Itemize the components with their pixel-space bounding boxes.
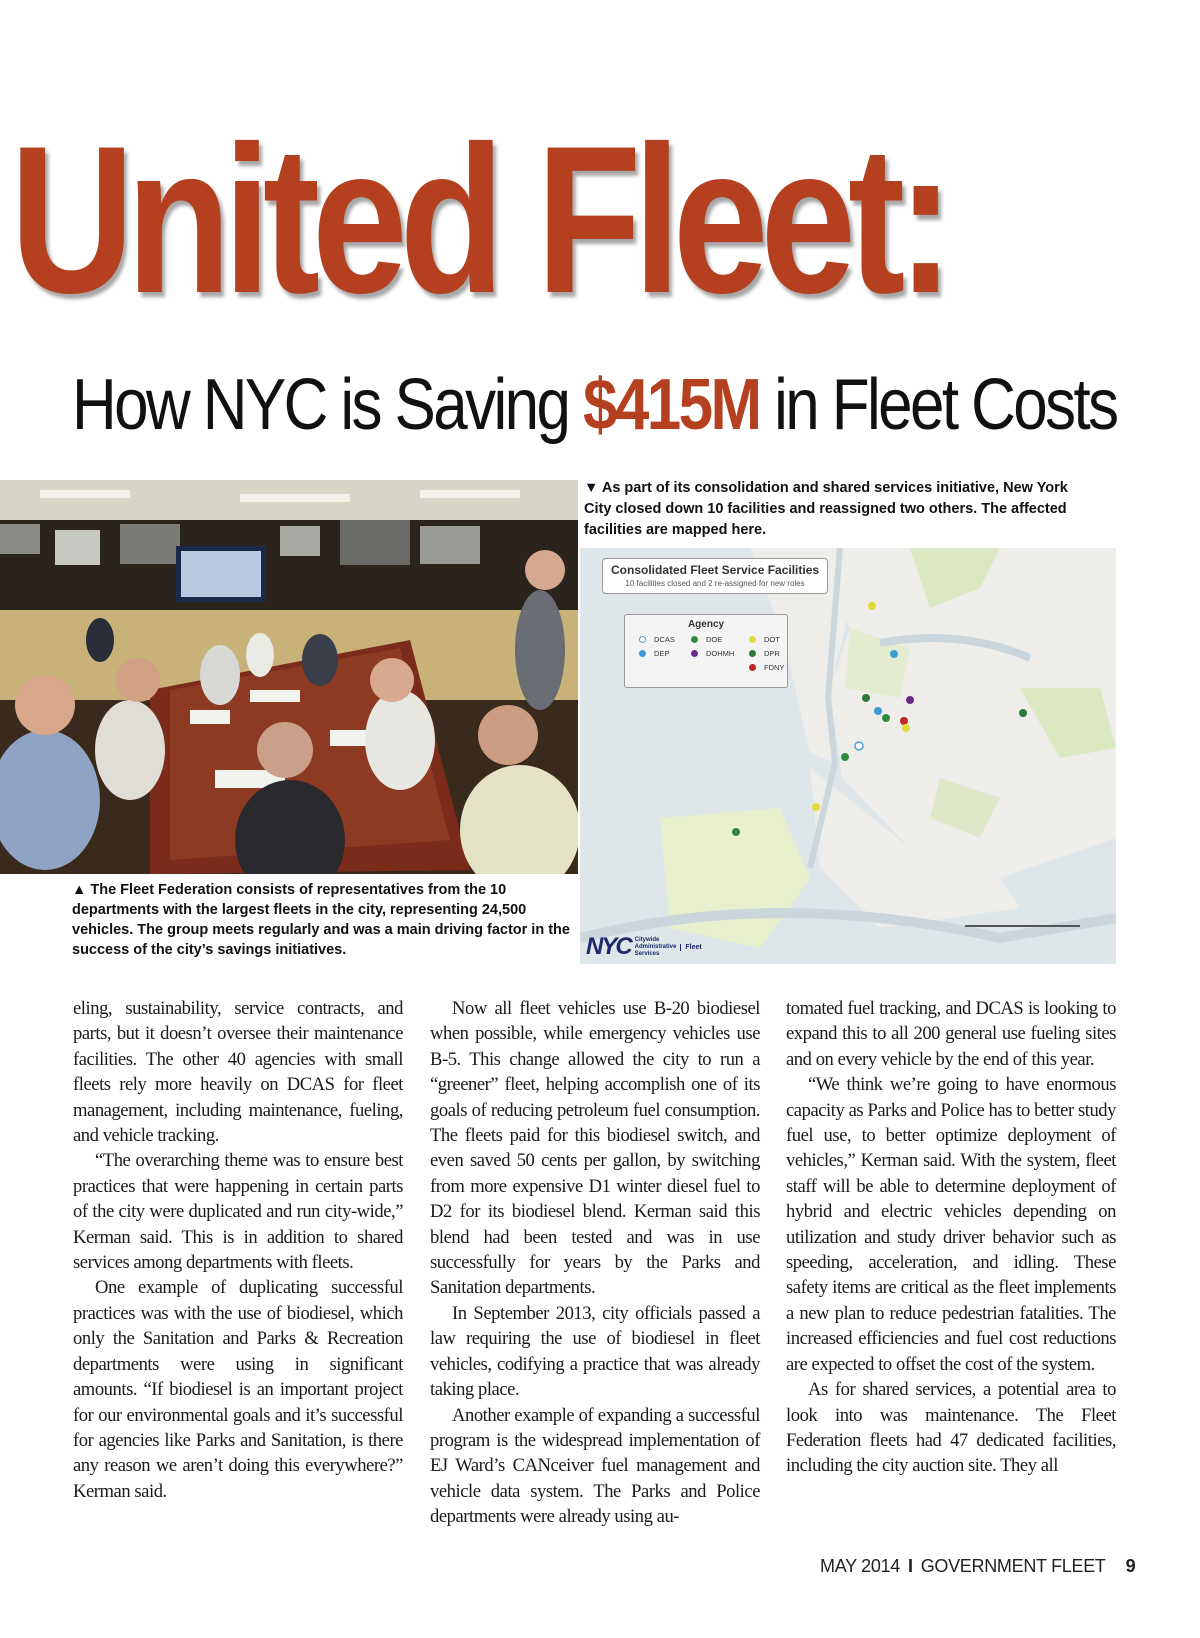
- meeting-photo: [0, 480, 578, 874]
- paragraph: Now all fleet vehicles use B-20 biodiesel when possible, while emergency vehicles use B-5. This change allowed the city to run a “greener” fleet, helping accomplish one of its goals of reducing petroleum fuel consumption. The fleets paid for this biodiesel switch, and even saved 50 cents per gallon, by switching from more expensive D1 winter diesel fuel to D2 for its biodiesel blend. Kerman said this blend had been tested and was in use successfully for years by the Parks and Sanitation departments.: [430, 998, 760, 1299]
- facility-marker-doe: [841, 753, 849, 761]
- legend-label: DOHMH: [706, 649, 735, 658]
- footer-issue: MAY 2014: [820, 1556, 900, 1576]
- map-subtitle: 10 facilities closed and 2 re-assigned for new roles: [625, 579, 805, 588]
- footer-separator: I: [908, 1556, 913, 1576]
- legend-label: FDNY: [764, 663, 785, 672]
- headline-subtitle: [72, 360, 1117, 450]
- facility-marker-dpr: [1019, 709, 1027, 717]
- paragraph: One example of duplicating successful practices was with the use of biodiesel, which only the Sanitation and Parks & Recreation departments were using in significant amounts. “If biodiesel is an important project for our environmental goals and it’s successful for agencies like Parks and Sanitation, is there any reason we aren’t doing this everywhere?” Kerman said.: [73, 1277, 403, 1502]
- facility-marker-fdny: [900, 717, 908, 725]
- legend-label: DCAS: [654, 635, 675, 644]
- paragraph: eling, sustainability, service contracts, and parts, but it doesn’t oversee their maintenance facilities. The other 40 agencies with small fleets rely more heavily on DCAS for fleet management, including maintenance, fueling, and vehicle tracking.: [73, 998, 403, 1147]
- paragraph: In September 2013, city officials passed a law requiring the use of biodiesel in fleet vehicles, codifying a practice that was already taking place.: [430, 1302, 760, 1401]
- photo-caption: ▲ The Fleet Federation consists of representatives from the 10 departments with the largest fleets in the city, representing 24,500 vehicles. The group meets regularly and was a main driving factor in the success of the city’s savings initiatives.: [72, 882, 570, 958]
- facility-marker-dot: [902, 724, 910, 732]
- footer-publication: GOVERNMENT FLEET: [920, 1556, 1106, 1576]
- legend-label: DOT: [764, 635, 780, 644]
- map-markers: [580, 548, 1116, 964]
- subtitle-lead: How NYC is Saving: [72, 365, 584, 445]
- map-caption: ▼ As part of its consolidation and shared services initiative, New York City closed down 10 facilities and reassigned two others. The affected facilities are mapped here.: [584, 480, 1068, 538]
- paragraph: tomated fuel tracking, and DCAS is looking to expand this to all 200 general use fueling sites and on every vehicle by the end of this year.: [786, 998, 1116, 1070]
- article-column-2: [430, 996, 760, 1530]
- dcas-logo-line: Services: [634, 950, 660, 957]
- facilities-map: [580, 548, 1116, 964]
- subtitle-amount: $415M: [583, 365, 760, 445]
- page-number: 9: [1125, 1556, 1136, 1576]
- map-title: Consolidated Fleet Service Facilities: [611, 563, 820, 577]
- dcas-logo-text: [635, 937, 677, 958]
- paragraph: As for shared services, a potential area to look into was maintenance. The Fleet Federation fleets had 47 dedicated facilities, including the city auction site. They all: [786, 1379, 1116, 1477]
- facility-marker-dep: [874, 707, 882, 715]
- facility-marker-dpr: [862, 694, 870, 702]
- paragraph: Another example of expanding a successful program is the widespread implementation of EJ Ward’s CANceiver fuel management and vehicle data system. The Parks and Police departments were already using au-: [430, 1404, 760, 1528]
- facility-marker-dcas: [855, 742, 863, 750]
- page-footer: [820, 1556, 1136, 1577]
- dcas-logo-line: Administrative: [634, 943, 677, 950]
- facility-marker-dot: [868, 602, 876, 610]
- legend-label: DOE: [706, 635, 723, 644]
- headline-title: United Fleet:: [10, 102, 947, 337]
- meeting-photo-illustration: [0, 480, 578, 874]
- facility-marker-dot: [812, 803, 820, 811]
- facility-marker-dep: [890, 650, 898, 658]
- facility-marker-doe: [732, 828, 740, 836]
- facility-marker-doe: [882, 714, 890, 722]
- legend-label: DPR: [764, 649, 780, 658]
- article-column-3: [786, 996, 1116, 1479]
- fleet-logo-text: Fleet: [680, 944, 701, 951]
- facility-marker-dohmh: [906, 696, 914, 704]
- paragraph: “We think we’re going to have enormous capacity as Parks and Police has to better study fuel use, to better optimize deployment of vehicles,” Kerman said. With the system, fleet staff will be able to determine deployment of hybrid and electric vehicles depending on utilization and study driver behavior such as speeding, acceleration, and idling. These safety items are critical as the fleet implements a new plan to reduce pedestrian fatalities. The increased efficiencies and fuel cost reductions are expected to offset the cost of the system.: [786, 1074, 1116, 1375]
- dcas-logo-line: Citywide: [634, 936, 660, 943]
- nyc-dcas-logo: [586, 933, 702, 960]
- article-column-1: [73, 996, 403, 1504]
- subtitle-tail: in Fleet Costs: [759, 365, 1117, 445]
- paragraph: “The overarching theme was to ensure best practices that were happening in certain parts of the city were duplicated and run city-wide,” Kerman said. This is in addition to shared services among departments with fleets.: [73, 1150, 403, 1274]
- legend-title: Agency: [687, 619, 725, 630]
- legend-label: DEP: [654, 649, 670, 658]
- nyc-logo-text: NYC: [586, 933, 631, 960]
